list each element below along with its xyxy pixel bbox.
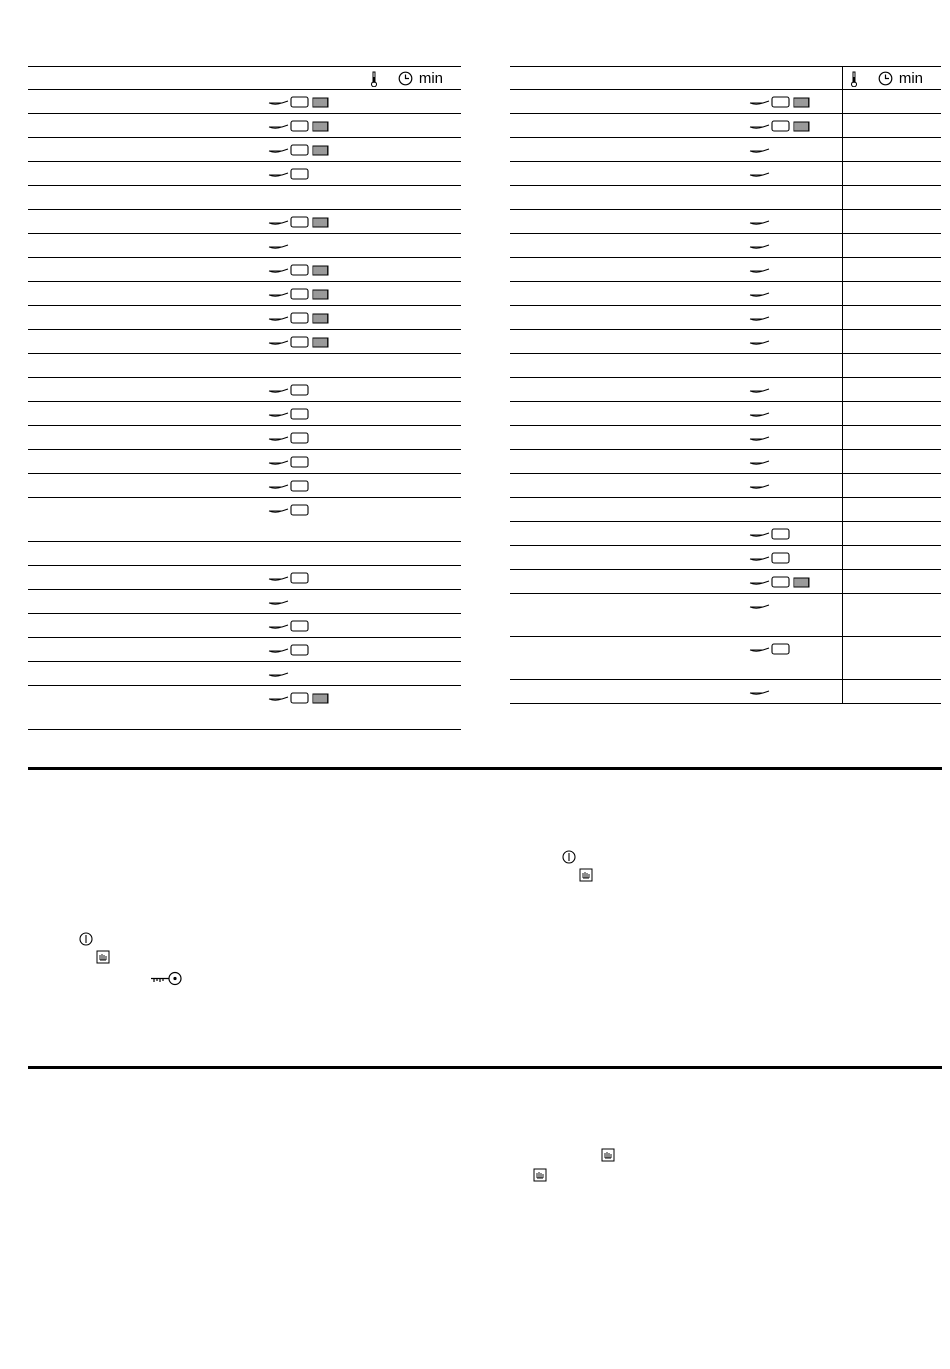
column-divider [842, 680, 843, 703]
pan-icon [268, 597, 290, 607]
pan-icon [749, 687, 771, 697]
table-body [28, 90, 461, 730]
column-divider [842, 402, 843, 425]
cookware-icons [268, 408, 312, 420]
cookware-icons [268, 480, 312, 492]
table-row [28, 162, 461, 186]
cookware-icons [268, 264, 332, 276]
thermometer-icon [850, 71, 858, 87]
lid-icon [290, 456, 309, 468]
table-row [28, 90, 461, 114]
pan-icon [749, 145, 771, 155]
cookware-icons [749, 408, 771, 420]
table-row [28, 114, 461, 138]
grid-icon [793, 97, 810, 108]
cookware-icons [749, 384, 771, 396]
cookware-icons [268, 504, 312, 516]
cookware-icons [749, 552, 793, 564]
pan-icon [268, 241, 290, 251]
cookware-icons [749, 480, 771, 492]
cookware-icons [749, 120, 813, 132]
column-divider [842, 90, 843, 113]
lid-icon [290, 96, 309, 108]
table-row [510, 402, 941, 426]
cookware-icons [268, 644, 312, 656]
table-row [28, 638, 461, 662]
section-divider [28, 767, 942, 770]
cookware-icons [268, 312, 332, 324]
unit-label: min [898, 70, 923, 87]
table-row [28, 450, 461, 474]
lid-icon [290, 384, 309, 396]
cookware-icons [268, 168, 312, 180]
table-row [510, 637, 941, 680]
table-row [28, 426, 461, 450]
cookware-icons [749, 312, 771, 324]
touch-icon [533, 1168, 547, 1182]
pan-icon [749, 97, 771, 107]
column-divider [842, 162, 843, 185]
cooking-table-right [510, 66, 941, 704]
cookware-icons [268, 96, 332, 108]
column-divider [842, 498, 843, 521]
column-divider [842, 522, 843, 545]
table-row [510, 594, 941, 637]
cookware-icons [268, 432, 312, 444]
pan-icon [268, 573, 290, 583]
column-divider [842, 306, 843, 329]
pan-icon [749, 337, 771, 347]
table-row [510, 354, 941, 378]
cookware-icons [268, 620, 312, 632]
pan-icon [268, 621, 290, 631]
grid-icon [312, 337, 329, 348]
lid-icon [290, 572, 309, 584]
pan-icon [268, 409, 290, 419]
grid-icon [312, 97, 329, 108]
lid-icon [771, 96, 790, 108]
pan-icon [749, 601, 771, 611]
column-divider [842, 282, 843, 305]
table-row [28, 686, 461, 730]
lid-icon [771, 528, 790, 540]
thermometer-icon [370, 71, 378, 87]
pan-icon [268, 385, 290, 395]
table-row [510, 306, 941, 330]
lid-icon [290, 312, 309, 324]
cookware-icons [268, 668, 290, 680]
pan-icon [268, 145, 290, 155]
lid-icon [290, 432, 309, 444]
cookware-icons [749, 240, 771, 252]
column-divider [842, 426, 843, 449]
cookware-icons [749, 96, 813, 108]
grid-icon [312, 693, 329, 704]
column-divider [842, 570, 843, 593]
column-divider [842, 450, 843, 473]
pan-icon [749, 433, 771, 443]
cookware-icons [268, 456, 312, 468]
table-row [510, 114, 941, 138]
pan-icon [268, 97, 290, 107]
table-row [510, 498, 941, 522]
pan-icon [268, 669, 290, 679]
column-divider [842, 210, 843, 233]
header-icons [370, 70, 443, 87]
lid-icon [290, 620, 309, 632]
cookware-icons [268, 692, 332, 704]
lid-icon [290, 120, 309, 132]
table-row [510, 546, 941, 570]
cookware-icons [749, 576, 813, 588]
pan-icon [749, 529, 771, 539]
section-divider [28, 1066, 942, 1069]
grid-icon [312, 313, 329, 324]
cookware-icons [268, 120, 332, 132]
lid-icon [290, 264, 309, 276]
clock-icon [398, 71, 413, 86]
lid-icon [290, 408, 309, 420]
lid-icon [290, 504, 309, 516]
lid-icon [771, 552, 790, 564]
table-row [510, 90, 941, 114]
column-divider [842, 186, 843, 209]
table-row [28, 282, 461, 306]
table-row [28, 474, 461, 498]
lid-icon [290, 144, 309, 156]
lid-icon [290, 336, 309, 348]
column-divider [842, 234, 843, 257]
grid-icon [312, 265, 329, 276]
cookware-icons [268, 216, 332, 228]
pan-icon [268, 313, 290, 323]
column-divider [842, 546, 843, 569]
cookware-icons [268, 288, 332, 300]
pan-icon [749, 289, 771, 299]
cookware-icons [268, 596, 290, 608]
table-body [510, 90, 941, 704]
pan-icon [268, 481, 290, 491]
cookware-icons [268, 336, 332, 348]
cookware-icons [749, 168, 771, 180]
column-divider [842, 330, 843, 353]
cookware-icons [268, 572, 312, 584]
pan-icon [268, 217, 290, 227]
pan-icon [268, 693, 290, 703]
power-icon [562, 850, 576, 864]
pan-icon [749, 409, 771, 419]
pan-icon [749, 169, 771, 179]
table-row [510, 680, 941, 704]
cookware-icons [749, 686, 771, 698]
lid-icon [290, 216, 309, 228]
pan-icon [749, 121, 771, 131]
cookware-icons [749, 336, 771, 348]
column-divider [842, 378, 843, 401]
table-row [510, 282, 941, 306]
table-row [28, 378, 461, 402]
pan-icon [268, 337, 290, 347]
pan-icon [268, 265, 290, 275]
lid-icon [290, 644, 309, 656]
table-row [28, 354, 461, 378]
touch-icon [96, 950, 110, 964]
table-row [510, 570, 941, 594]
table-row [510, 450, 941, 474]
table-header [510, 66, 941, 90]
lid-icon [290, 288, 309, 300]
cookware-icons [749, 456, 771, 468]
grid-icon [312, 289, 329, 300]
grid-icon [793, 577, 810, 588]
cookware-icons [749, 528, 793, 540]
cookware-icons [268, 240, 290, 252]
table-row [28, 590, 461, 614]
pan-icon [749, 217, 771, 227]
key-icon [150, 971, 182, 986]
table-row [28, 498, 461, 542]
cookware-icons [749, 643, 793, 655]
cookware-icons [749, 288, 771, 300]
column-divider [842, 114, 843, 137]
lid-icon [290, 168, 309, 180]
column-divider [842, 67, 843, 89]
table-row [28, 258, 461, 282]
lid-icon [290, 692, 309, 704]
grid-icon [312, 217, 329, 228]
touch-icon [579, 868, 593, 882]
column-divider [842, 637, 843, 679]
pan-icon [749, 265, 771, 275]
lid-icon [771, 576, 790, 588]
pan-icon [749, 313, 771, 323]
table-row [510, 186, 941, 210]
cooking-table-left [28, 66, 461, 730]
table-row [28, 662, 461, 686]
table-row [510, 234, 941, 258]
column-divider [842, 354, 843, 377]
cookware-icons [749, 144, 771, 156]
cookware-icons [749, 216, 771, 228]
table-row [28, 614, 461, 638]
cookware-icons [749, 600, 771, 612]
table-row [28, 566, 461, 590]
pan-icon [268, 169, 290, 179]
table-row [28, 330, 461, 354]
table-row [510, 426, 941, 450]
table-header [28, 66, 461, 90]
pan-icon [749, 241, 771, 251]
table-row [28, 234, 461, 258]
table-row [510, 378, 941, 402]
table-row [28, 186, 461, 210]
table-row [28, 210, 461, 234]
column-divider [842, 258, 843, 281]
touch-icon [601, 1148, 615, 1162]
table-row [28, 542, 461, 566]
grid-icon [793, 121, 810, 132]
lid-icon [771, 643, 790, 655]
table-row [510, 330, 941, 354]
unit-label: min [418, 70, 443, 87]
pan-icon [749, 457, 771, 467]
pan-icon [268, 289, 290, 299]
clock-icon [878, 71, 893, 86]
column-divider [842, 138, 843, 161]
pan-icon [268, 121, 290, 131]
pan-icon [749, 553, 771, 563]
table-row [510, 474, 941, 498]
column-divider [842, 594, 843, 636]
cookware-icons [268, 144, 332, 156]
pan-icon [749, 385, 771, 395]
cookware-icons [268, 384, 312, 396]
pan-icon [268, 457, 290, 467]
pan-icon [268, 505, 290, 515]
table-row [510, 162, 941, 186]
grid-icon [312, 145, 329, 156]
lid-icon [771, 120, 790, 132]
pan-icon [749, 481, 771, 491]
lid-icon [290, 480, 309, 492]
pan-icon [268, 645, 290, 655]
cookware-icons [749, 432, 771, 444]
table-row [28, 402, 461, 426]
pan-icon [749, 577, 771, 587]
cookware-icons [749, 264, 771, 276]
table-row [510, 210, 941, 234]
column-divider [842, 474, 843, 497]
pan-icon [749, 644, 771, 654]
table-row [28, 138, 461, 162]
grid-icon [312, 121, 329, 132]
table-row [510, 522, 941, 546]
header-icons [850, 70, 923, 87]
table-row [510, 138, 941, 162]
pan-icon [268, 433, 290, 443]
power-icon [79, 932, 93, 946]
table-row [510, 258, 941, 282]
table-row [28, 306, 461, 330]
